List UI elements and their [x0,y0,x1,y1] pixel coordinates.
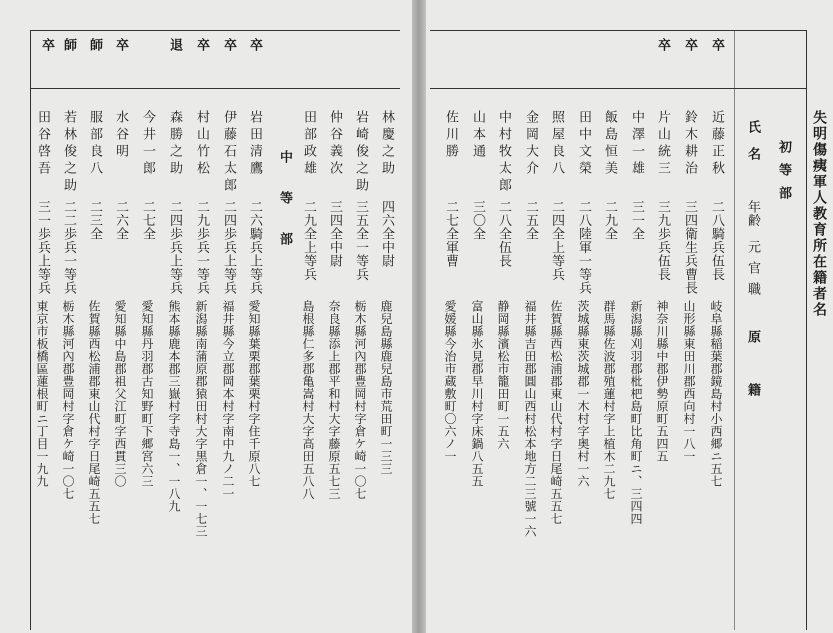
entry-name: 田中文榮 [576,110,591,178]
entry-name: 田部政雄 [301,110,316,178]
entry-address: 神奈川縣中郡伊勢原町五四五 [655,300,669,463]
entry-name: 若林俊之助 [61,110,76,195]
entry-name: 鈴木耕治 [682,110,697,178]
header-age: 年齢 [745,200,760,227]
entry-address: 奈良縣添上郡平和村大字藤原五七三 [327,300,341,500]
rank-cell: 卒 [194,38,209,52]
entry-info: 二四全上等兵 [549,200,564,281]
entry-address: 静岡縣濱松市籠田町一五六 [496,300,510,450]
entry-name: 佐川勝 [443,110,458,161]
entry-address: 佐賀縣西松浦郡東山代村字日尾崎五五七 [549,300,563,525]
rank-cell: 卒 [709,38,724,52]
rank-cell: 卒 [39,38,54,52]
header-origin: 原籍 [745,330,760,436]
entry-info: 二四歩兵上等兵 [167,200,182,295]
entry-address: 新潟縣刈羽郡枇杷島町比角町ニ、三四四 [629,300,643,525]
entry-address: 新潟縣南蒲原郡猿田村大字黒倉一、一七三 [194,300,208,538]
rank-cell: 卒 [113,38,128,52]
entry-name: 林慶之助 [379,110,394,178]
entry-address: 岐阜縣稲葉郡鏡島村小西郷ニ五七 [709,300,723,488]
rank-cell: 師 [87,38,102,52]
entry-info: 二八陸軍一等兵 [576,200,591,295]
entry-address: 福井縣吉田郡圓山西村松本地方二三號一六 [523,300,537,538]
entry-address: 茨城縣東茨城郡一木村字奥村一六 [576,300,590,488]
entry-info: 二八騎兵伍長 [709,200,724,281]
entry-info: 三〇全 [470,200,485,241]
section-middle-label: 中等部 [277,150,292,273]
entry-name: 岩崎俊之助 [353,110,368,195]
entry-address: 栃木縣河內郡豊岡村字倉ケ崎一〇七 [353,300,367,500]
rank-cell: 卒 [247,38,262,52]
entry-name: 中澤一雄 [629,110,644,178]
entry-address: 東京市板橋區蓮根町ニ丁目一九九 [35,300,49,488]
entry-info: 三五全一等兵 [353,200,368,281]
entry-name: 伊藤石太郎 [221,110,236,195]
entry-name: 仲谷義次 [327,110,342,178]
entry-name: 水谷明 [113,110,128,161]
entry-address: 佐賀縣西松浦郡東山代村字日尾崎五五七 [87,300,101,525]
page-gutter [412,0,426,633]
rank-cell: 卒 [682,38,697,52]
entry-address: 愛知縣丹羽郡古知野町下郷宮六三 [140,300,154,488]
entry-name: 金岡大介 [523,110,538,178]
entry-address: 愛知縣中島郡祖父江町字西貫三〇 [113,300,127,488]
entry-name: 近藤正秋 [709,110,724,178]
rank-cell: 退 [167,38,182,52]
header-name: 氏名 [745,120,760,174]
entry-info: 四六全中尉 [379,200,394,268]
entry-info: 二三全 [87,200,102,241]
entry-info: 三一歩兵上等兵 [35,200,50,295]
section-upper-label: 初等部 [776,140,791,209]
entry-name: 飯島恒美 [602,110,617,178]
entry-info: 二八全伍長 [496,200,511,268]
entry-address: 富山縣氷見郡早川村字床鍋八五五 [470,300,484,488]
right-page [426,0,833,633]
entry-name: 照屋良八 [549,110,564,178]
entry-info: 二九全 [602,200,617,241]
entry-address: 愛媛縣今治市蔵敷町〇六ノ一 [443,300,457,463]
entry-name: 今井一郎 [140,110,155,178]
entry-address: 熊本縣鹿本郡三嶽村字寺島一、一八九 [167,300,181,513]
rank-cell: 師 [61,38,76,52]
entry-info: 二六全 [113,200,128,241]
entry-info: 三一全 [629,200,644,241]
header-rank: 元官職 [745,240,760,303]
document-title: 失明傷痍軍人教育所在籍者名 [811,110,827,318]
rank-cell: 卒 [221,38,236,52]
entry-info: 二四歩兵上等兵 [221,200,236,295]
entry-name: 森勝之助 [167,110,182,178]
entry-address: 島根縣仁多郡亀嵩村大字高田五八八 [301,300,315,500]
entry-info: 二九全上等兵 [301,200,316,281]
entry-info: 三四衛生兵曹長 [682,200,697,295]
entry-name: 田谷啓吾 [35,110,50,178]
entry-info: 二七全軍曹 [443,200,458,268]
entry-address: 群馬縣佐波郡殖蓮村字上植木二九七 [602,300,616,500]
entry-name: 村山竹松 [194,110,209,178]
entry-info: 二七全 [140,200,155,241]
entry-info: 二六騎兵上等兵 [247,200,262,295]
entry-info: 二九歩兵一等兵 [194,200,209,295]
entry-address: 福井縣今立郡岡本村字南中九ノ二一 [221,300,235,500]
entry-address: 愛知縣葉栗郡葉栗村字住千原八七 [247,300,261,488]
entry-info: 三四全中尉 [327,200,342,268]
entry-name: 片山統三 [655,110,670,178]
entry-address: 鹿兒島縣鹿兒島市荒田町一三三 [379,300,393,475]
entry-name: 服部良八 [87,110,102,178]
entry-address: 山形縣東田川郡西向村一八一 [682,300,696,463]
entry-name: 山本通 [470,110,485,161]
left-page [0,0,412,633]
entry-address: 栃木縣河內郡豊岡村字倉ケ崎一〇七 [61,300,75,500]
entry-name: 岩田清鷹 [247,110,262,178]
entry-info: 三九歩兵伍長 [655,200,670,281]
entry-name: 中村牧太郎 [496,110,511,195]
entry-info: 二五全 [523,200,538,241]
entry-info: 二二歩兵一等兵 [61,200,76,295]
rank-cell: 卒 [655,38,670,52]
